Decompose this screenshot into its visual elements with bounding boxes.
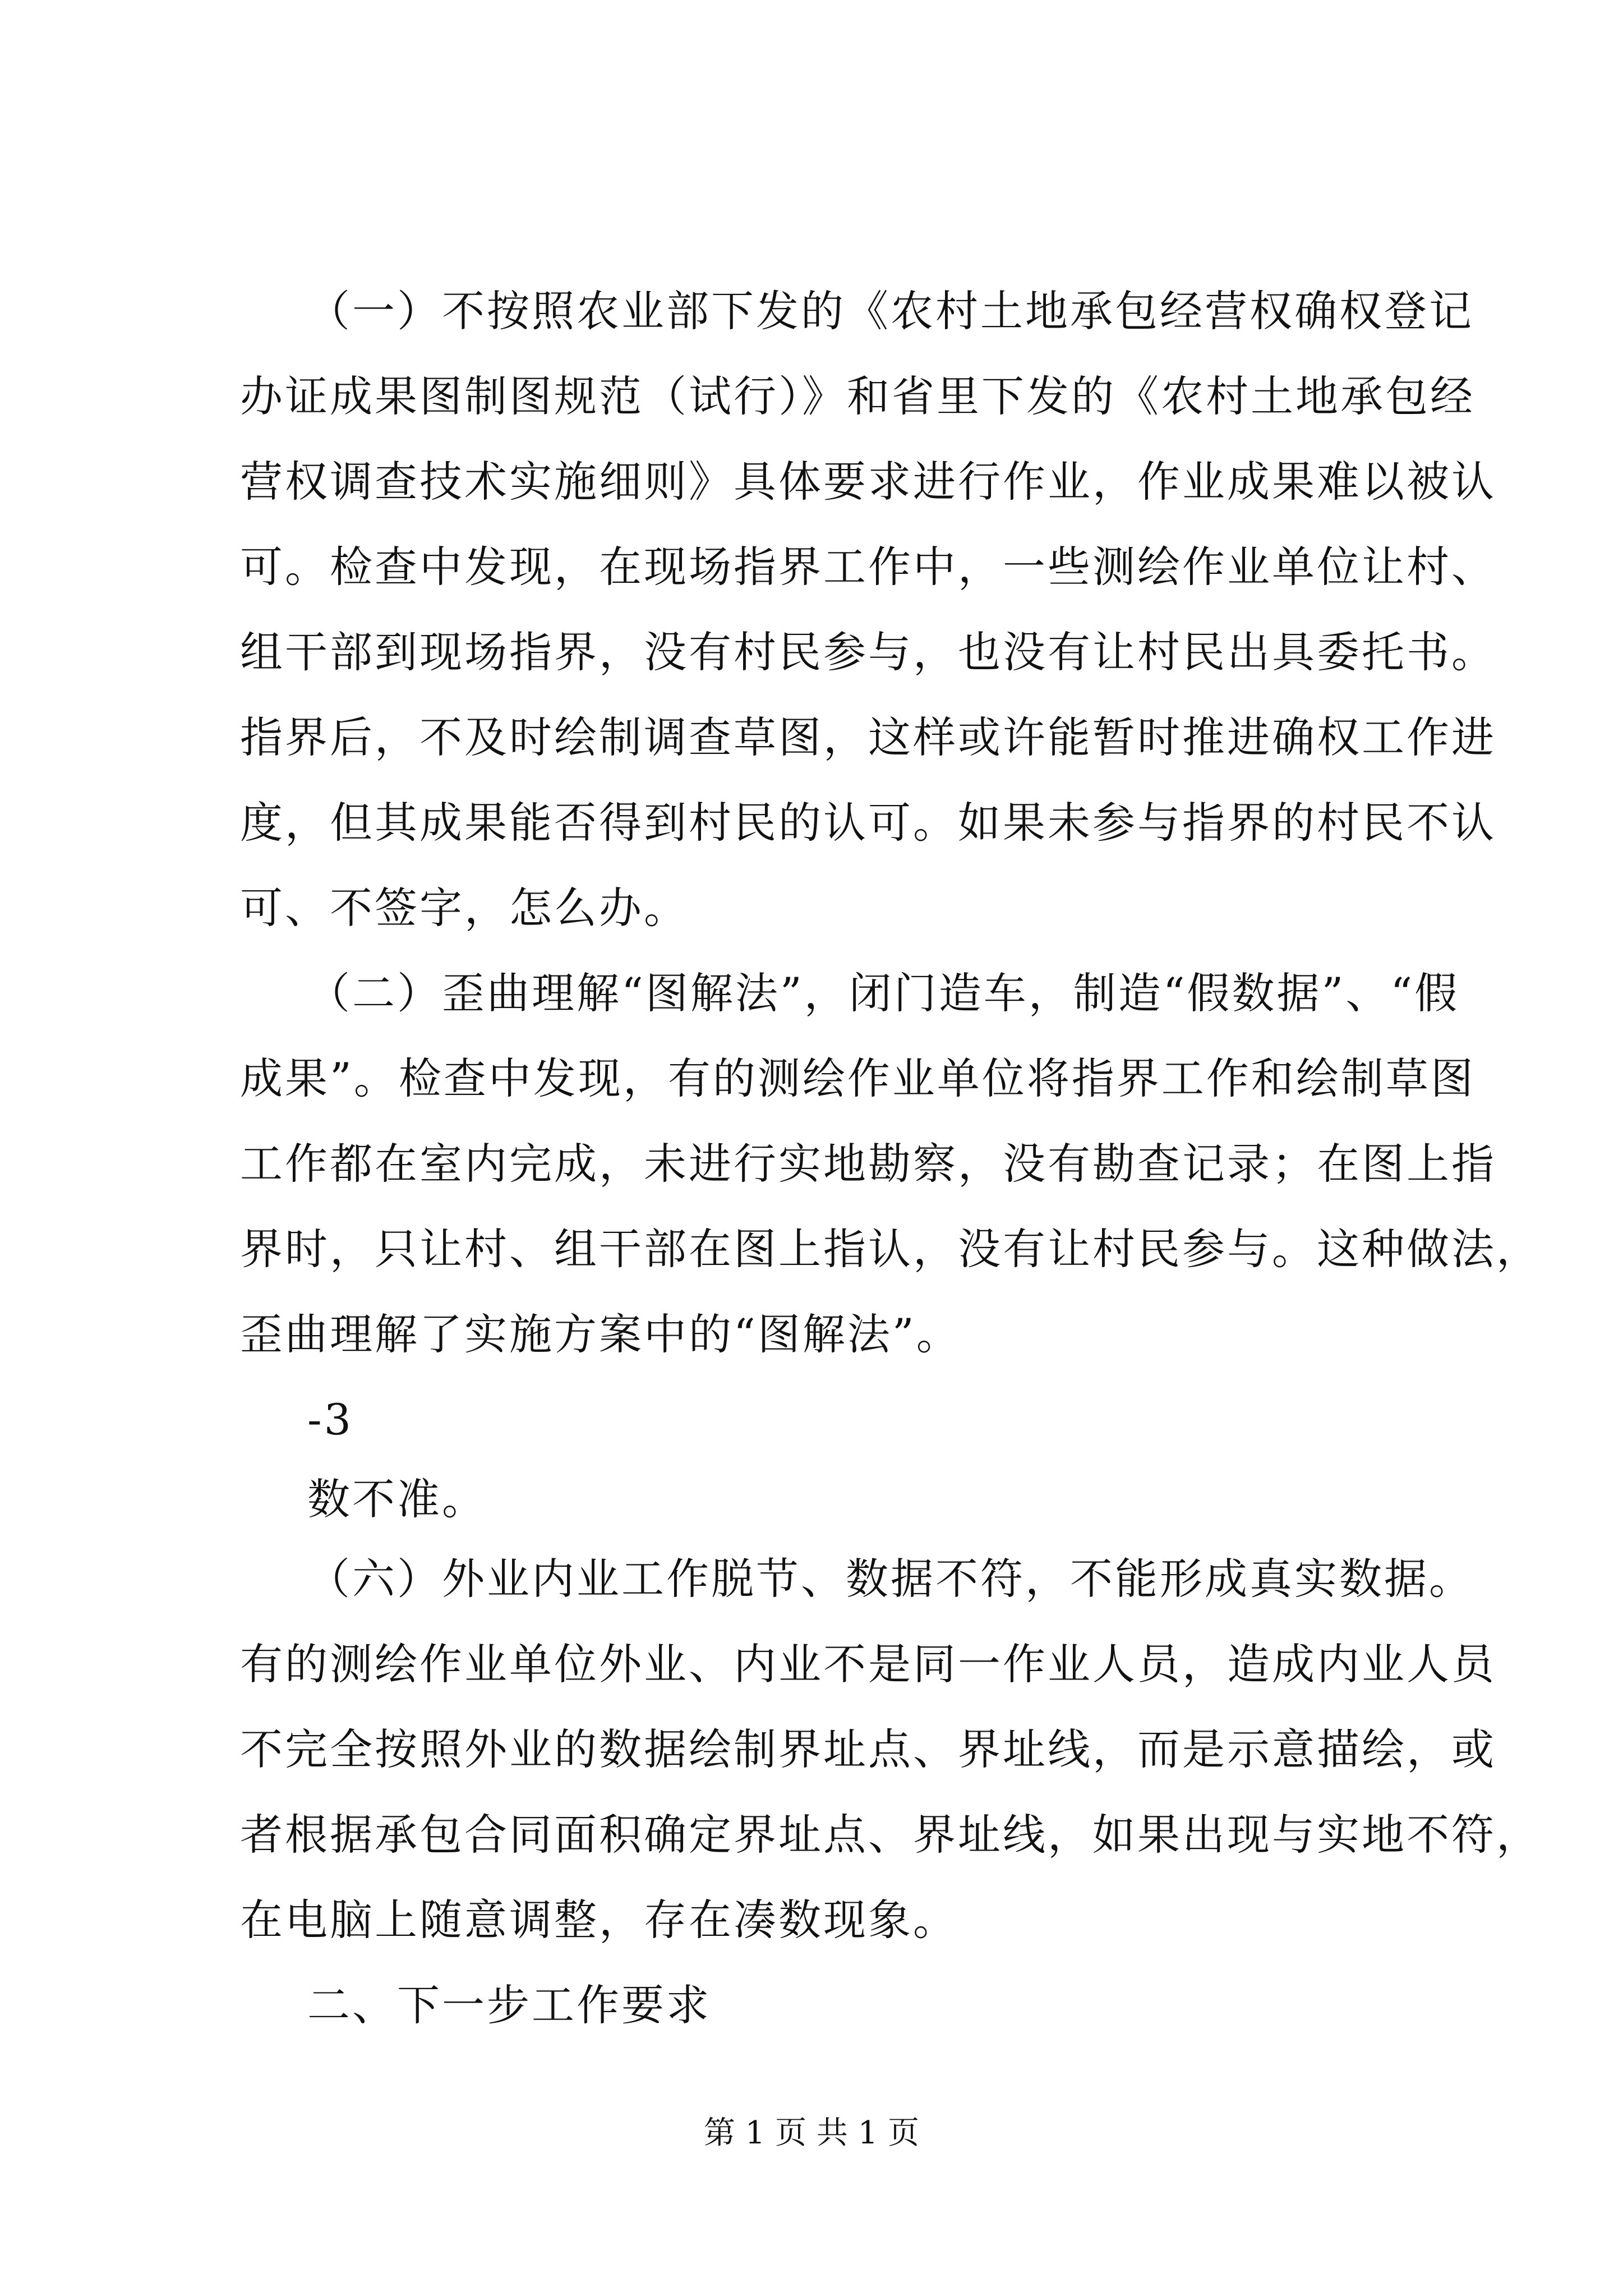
- para3-line5: 在电脑上随意调整，存在凑数现象。: [240, 1895, 958, 1945]
- para3-line4: 者根据承包合同面积确定界址点、界址线，如果出现与实地不符，: [240, 1810, 1541, 1860]
- para1-line5: 组干部到现场指界，没有村民参与，也没有让村民出具委托书。: [240, 627, 1496, 677]
- page-number-fragment: -3: [307, 1395, 354, 1444]
- para1-line2: 办证成果图制图规范（试行）》和省里下发的《农村土地承包经: [240, 371, 1475, 421]
- page-footer: 第 1 页 共 1 页: [703, 2115, 920, 2151]
- para1-line4: 可。检查中发现，在现场指界工作中，一些测绘作业单位让村、: [240, 542, 1496, 592]
- para3-line3: 不完全按照外业的数据绘制界址点、界址线，而是示意描绘，或: [240, 1724, 1496, 1774]
- para3-line2: 有的测绘作业单位外业、内业不是同一作业人员，造成内业人员: [240, 1639, 1496, 1689]
- section-heading: 二、下一步工作要求: [307, 1980, 711, 2030]
- para1-line7: 度，但其成果能否得到村民的认可。如果未参与指界的村民不认: [240, 798, 1496, 848]
- para2-line3: 工作都在室内完成，未进行实地勘察，没有勘查记录；在图上指: [240, 1139, 1496, 1189]
- para2-line4: 界时，只让村、组干部在图上指认，没有让村民参与。这种做法，: [240, 1224, 1541, 1274]
- para1-line6: 指界后，不及时绘制调查草图，这样或许能暂时推进确权工作进: [240, 712, 1496, 762]
- para2-line5: 歪曲理解了实施方案中的“图解法”。: [240, 1309, 961, 1359]
- para1-line3: 营权调查技术实施细则》具体要求进行作业，作业成果难以被认: [240, 457, 1496, 507]
- para2-line1: （二）歪曲理解“图解法”，闭门造车，制造“假数据”、“假: [307, 968, 1460, 1018]
- para1-line1: （一）不按照农业部下发的《农村土地承包经营权确权登记: [307, 286, 1474, 336]
- para1-line8: 可、不签字，怎么办。: [240, 883, 689, 933]
- para2-line2: 成果”。检查中发现，有的测绘作业单位将指界工作和绘制草图: [240, 1053, 1476, 1103]
- fragment-line: 数不准。: [307, 1474, 487, 1524]
- para3-line1: （六）外业内业工作脱节、数据不符，不能形成真实数据。: [307, 1554, 1474, 1604]
